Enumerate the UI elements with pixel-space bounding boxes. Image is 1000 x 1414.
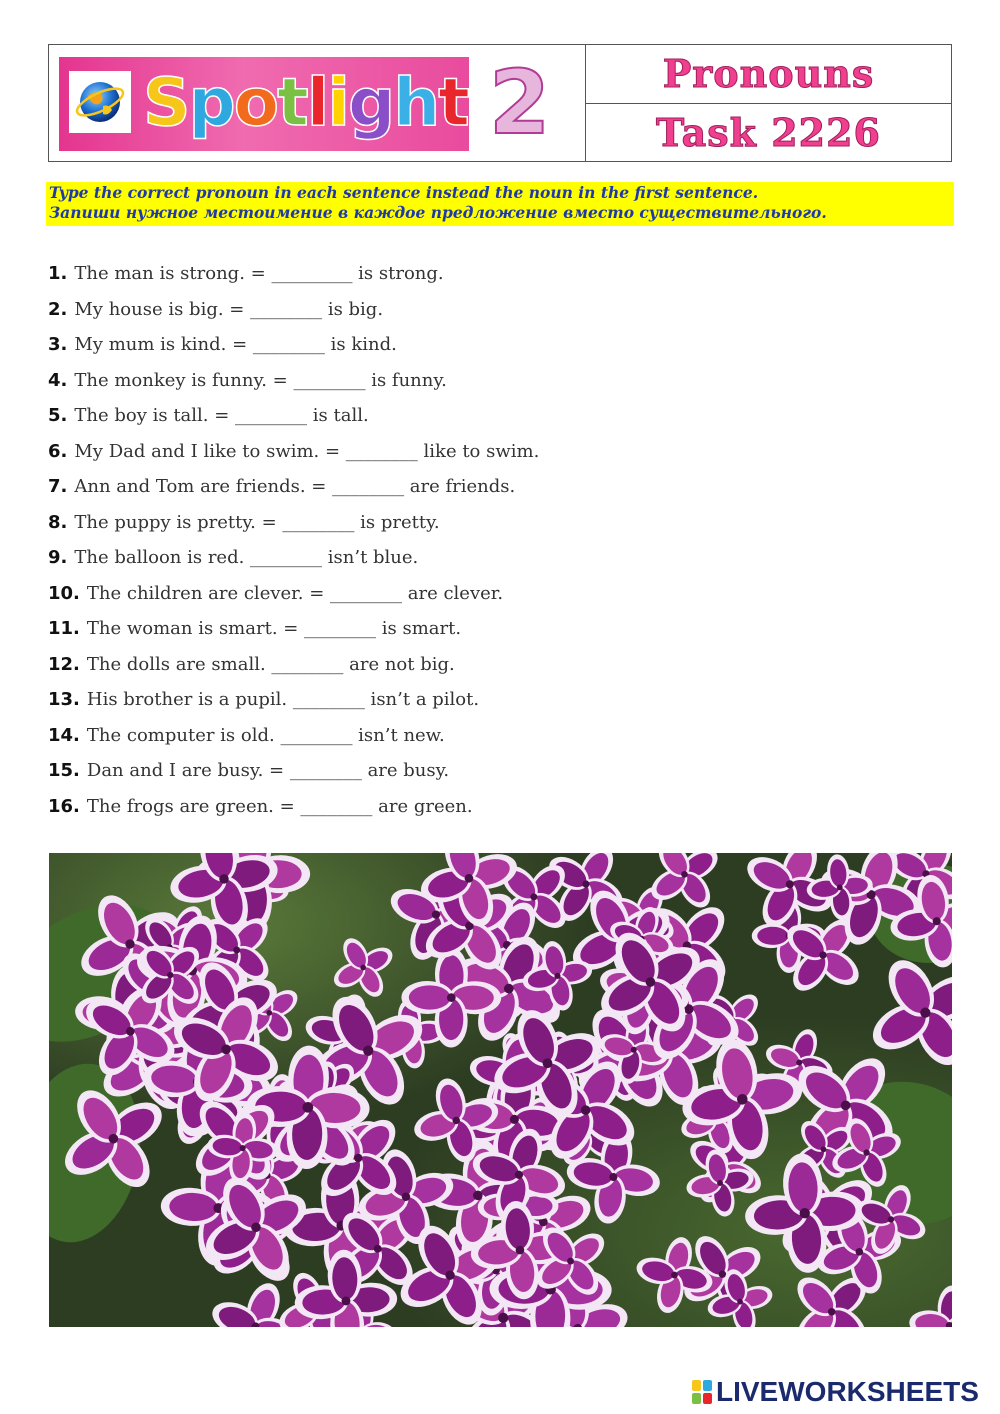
lilac-flower-image — [49, 853, 952, 1327]
sentence-list — [48, 259, 539, 827]
sentence-number: 12. — [48, 653, 80, 675]
sentence-number: 10. — [48, 582, 80, 604]
sentence-item — [48, 259, 539, 295]
liveworksheets-logo-text: LIVEWORKSHEETS — [716, 1376, 979, 1407]
logo-square — [692, 1380, 701, 1391]
brand-letter: g — [347, 64, 394, 141]
liveworksheets-mark-icon — [692, 1380, 712, 1404]
sentence-text: The frogs are green. = ________ are green. — [86, 795, 473, 817]
brand-name — [143, 59, 468, 147]
worksheet-header — [48, 44, 952, 162]
task-number: Task 2226 — [656, 109, 881, 155]
sentence-text: The puppy is pretty. = ________ is pretty. — [74, 511, 440, 533]
level-number: 2 — [489, 51, 551, 154]
sentence-item — [48, 472, 539, 508]
sentence-number: 4. — [48, 369, 68, 391]
sentence-item — [48, 614, 539, 650]
sentence-item — [48, 330, 539, 366]
sentence-item — [48, 401, 539, 437]
sentence-number: 13. — [48, 689, 80, 710]
sentence-number: 11. — [48, 618, 80, 639]
flower-shape — [319, 923, 407, 1011]
topic-title: Pronouns — [586, 45, 951, 104]
sentence-number: 14. — [48, 724, 80, 746]
sentence-number: 1. — [48, 263, 68, 284]
lilac-flower-photo — [49, 853, 952, 1327]
sentence-item — [48, 508, 539, 544]
globe-icon — [69, 71, 131, 133]
sentence-text: Ann and Tom are friends. = ________ are friends. — [74, 476, 516, 497]
sentence-text: The monkey is funny. = ________ is funny. — [74, 369, 447, 391]
flower-shape — [906, 1282, 952, 1327]
brand-letter: S — [143, 64, 189, 141]
sentence-number: 16. — [48, 795, 80, 817]
instruction-russian: Запиши нужное местоимение в каждое предложение вместо существительного. — [49, 203, 827, 222]
sentence-number: 15. — [48, 760, 80, 781]
instruction-english: Type the correct pronoun in each sentence instead the noun in the first sentence. — [49, 183, 759, 202]
sentence-text: The woman is smart. = ________ is smart. — [86, 618, 462, 639]
brand-letter: t — [277, 64, 307, 141]
logo-square — [703, 1380, 712, 1391]
sentence-item — [48, 792, 539, 828]
sentence-text: My mum is kind. = ________ is kind. — [74, 334, 397, 355]
sentence-text: The computer is old. ________ isn’t new. — [86, 724, 445, 746]
sentence-item — [48, 543, 539, 579]
sentence-item — [48, 295, 539, 331]
sentence-item — [48, 437, 539, 473]
brand-letter: o — [233, 64, 278, 141]
sentence-number: 7. — [48, 476, 68, 497]
sentence-text: My house is big. = ________ is big. — [74, 298, 384, 320]
brand-letter: t — [438, 64, 468, 141]
brand-letter: i — [327, 64, 348, 141]
sentence-number: 2. — [48, 298, 68, 320]
header-title-cell — [586, 45, 951, 161]
brand-letter: l — [306, 64, 328, 141]
sentence-text: The man is strong. = _________ is strong. — [74, 263, 444, 284]
logo-square — [692, 1393, 701, 1404]
sentence-number: 6. — [48, 440, 68, 462]
instructions-box — [46, 182, 954, 226]
liveworksheets-logo[interactable] — [692, 1376, 979, 1408]
sentence-item — [48, 756, 539, 792]
sentence-item — [48, 721, 539, 757]
header-logo-cell — [49, 45, 586, 161]
sentence-item — [48, 579, 539, 615]
sentence-number: 9. — [48, 547, 68, 568]
sentence-number: 5. — [48, 405, 68, 426]
brand-letter: p — [188, 64, 234, 141]
sentence-number: 3. — [48, 334, 68, 355]
sentence-text: The children are clever. = ________ are clever. — [86, 582, 504, 604]
brand-letter: h — [393, 64, 439, 141]
sentence-text: The dolls are small. ________ are not big. — [86, 653, 455, 675]
sentence-item — [48, 366, 539, 402]
sentence-text: The boy is tall. = ________ is tall. — [74, 405, 369, 426]
logo-square — [703, 1393, 712, 1404]
sentence-text: His brother is a pupil. ________ isn’t a pilot. — [86, 689, 480, 710]
sentence-text: Dan and I are busy. = ________ are busy. — [86, 760, 450, 781]
spotlight-banner — [59, 57, 469, 151]
sentence-item — [48, 650, 539, 686]
sentence-item — [48, 685, 539, 721]
sentence-text: The balloon is red. ________ isn’t blue. — [74, 547, 419, 568]
sentence-text: My Dad and I like to swim. = ________ like to swim. — [74, 440, 540, 462]
sentence-number: 8. — [48, 511, 68, 533]
